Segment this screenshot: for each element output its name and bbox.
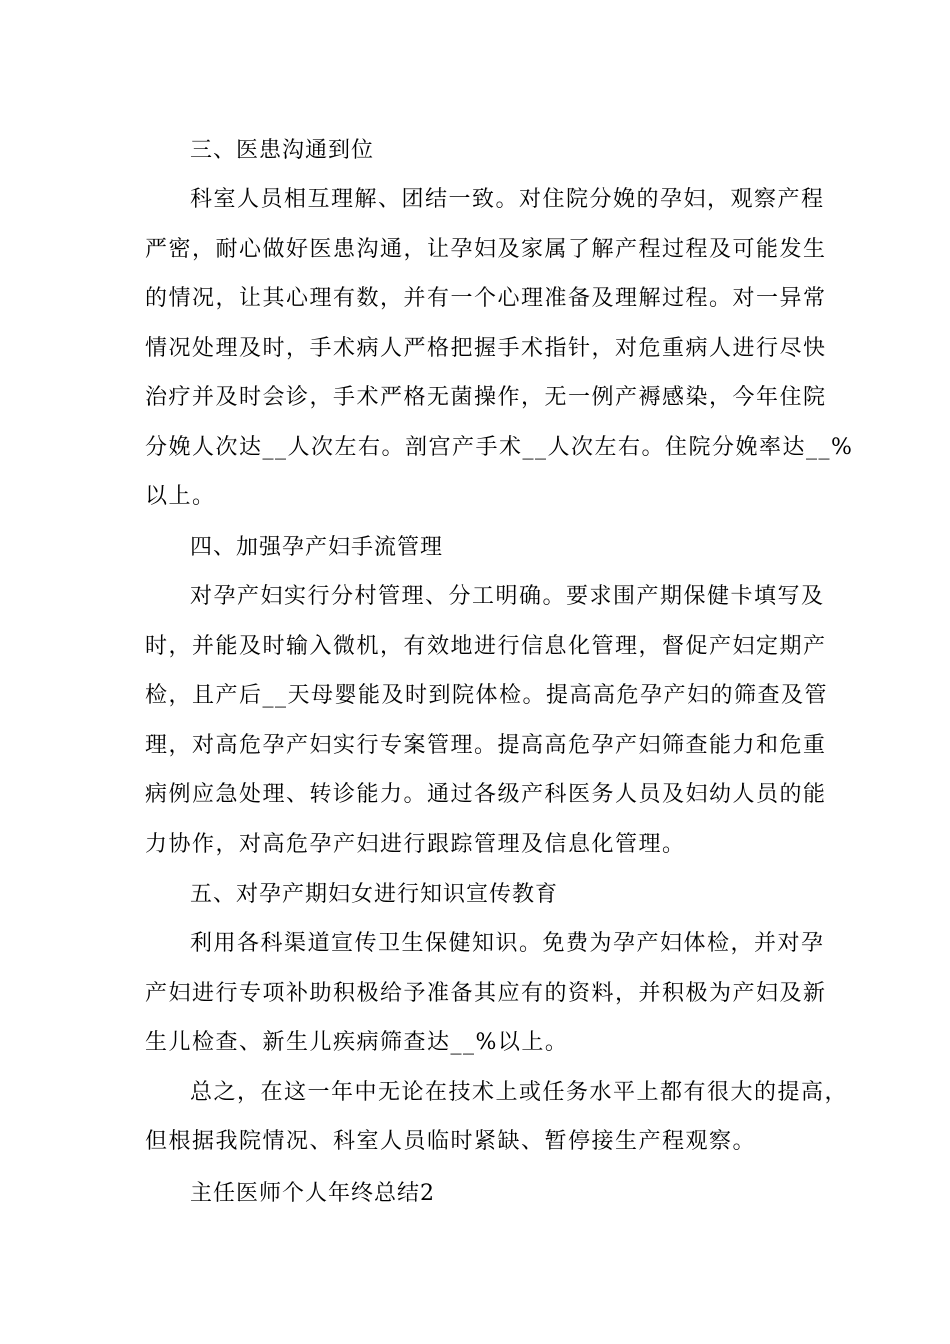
paragraph-line: 利用各科渠道宣传卫生保健知识。免费为孕产妇体检，并对孕	[190, 931, 825, 956]
summary-line: 总之，在这一年中无论在技术上或任务水平上都有很大的提高，	[190, 1080, 849, 1105]
paragraph-line: 病例应急处理、转诊能力。通过各级产科医务人员及妇幼人员的能	[145, 782, 827, 807]
paragraph-line: 时，并能及时输入微机，有效地进行信息化管理，督促产妇定期产	[145, 634, 827, 659]
paragraph-line: 严密，耐心做好医患沟通，让孕妇及家属了解产程过程及可能发生	[145, 237, 827, 262]
paragraph-line: 分娩人次达__人次左右。剖宫产手术__人次左右。住院分娩率达__%	[145, 435, 854, 460]
section-4-heading: 四、加强孕产妇手流管理	[190, 535, 444, 560]
paragraph-line: 治疗并及时会诊，手术严格无菌操作，无一例产褥感染，今年住院	[145, 385, 827, 410]
paragraph-line: 的情况，让其心理有数，并有一个心理准备及理解过程。对一异常	[145, 286, 827, 311]
summary-line: 但根据我院情况、科室人员临时紧缺、暂停接生产程观察。	[145, 1129, 757, 1154]
paragraph-line: 检，且产后__天母婴能及时到院体检。提高高危孕产妇的筛查及管	[145, 683, 829, 708]
paragraph-line: 理，对高危孕产妇实行专案管理。提高高危孕产妇筛查能力和危重	[145, 733, 827, 758]
paragraph-line: 力协作，对高危孕产妇进行跟踪管理及信息化管理。	[145, 832, 686, 857]
paragraph-line: 生儿检查、新生儿疾病筛查达__%以上。	[145, 1030, 569, 1055]
section-5-heading: 五、对孕产期妇女进行知识宣传教育	[190, 882, 559, 907]
paragraph-line: 产妇进行专项补助积极给予准备其应有的资料，并积极为产妇及新	[145, 981, 827, 1006]
paragraph-line: 科室人员相互理解、团结一致。对住院分娩的孕妇，观察产程	[190, 187, 825, 212]
paragraph-line: 情况处理及时，手术病人严格把握手术指针，对危重病人进行尽快	[145, 336, 827, 361]
paragraph-line: 对孕产妇实行分村管理、分工明确。要求围产期保健卡填写及	[190, 584, 825, 609]
section-3-heading: 三、医患沟通到位	[190, 138, 375, 163]
paragraph-line: 以上。	[145, 484, 216, 509]
next-section-title: 主任医师个人年终总结2	[190, 1181, 435, 1206]
